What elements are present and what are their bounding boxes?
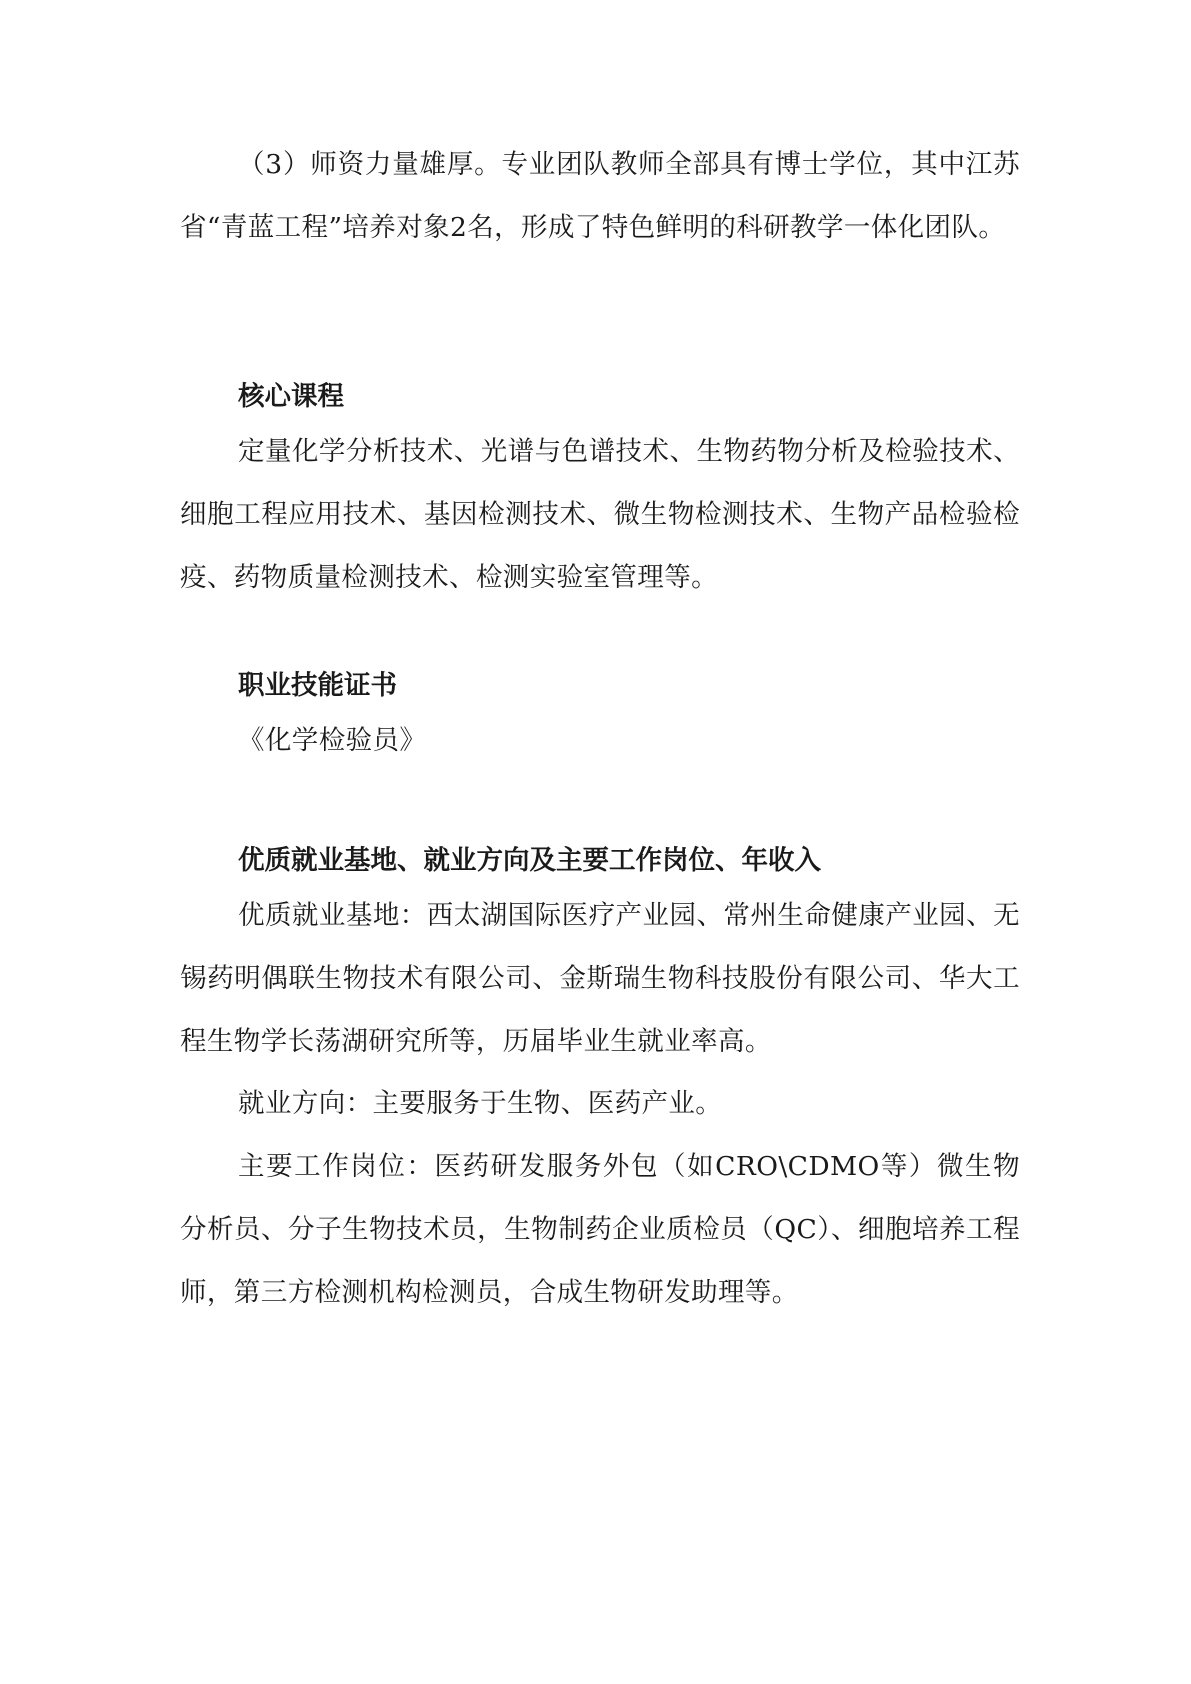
- certificates-paragraph: 《化学检验员》: [238, 725, 427, 756]
- employment-direction-paragraph: 就业方向：主要服务于生物、医药产业。: [238, 1088, 723, 1119]
- core-courses-paragraph: 定量化学分析技术、光谱与色谱技术、生物药物分析及检验技术、细胞工程应用技术、基因检测技术、微生物检测技术、生物产品检验检疫、药物质量检测技术、检测实验室管理等。: [180, 436, 1020, 593]
- employment-positions-paragraph: 主要工作岗位：医药研发服务外包（如CRO\CDMO等）微生物分析员、分子生物技术员，生物制药企业质检员（QC）、细胞培养工程师，第三方检测机构检测员，合成生物研发助理等。: [180, 1151, 1020, 1308]
- employment-bases-paragraph: 优质就业基地：西太湖国际医疗产业园、常州生命健康产业园、无锡药明偶联生物技术有限公司、金斯瑞生物科技股份有限公司、华大工程生物学长荡湖研究所等，历届毕业生就业率高。: [180, 900, 1020, 1057]
- core-courses-heading: 核心课程: [238, 381, 344, 412]
- employment-heading: 优质就业基地、就业方向及主要工作岗位、年收入: [238, 845, 821, 876]
- faculty-paragraph: （3）师资力量雄厚。专业团队教师全部具有博士学位，其中江苏省“青蓝工程”培养对象2名，形成了特色鲜明的科研教学一体化团队。: [180, 149, 1020, 243]
- certificates-heading: 职业技能证书: [238, 670, 397, 701]
